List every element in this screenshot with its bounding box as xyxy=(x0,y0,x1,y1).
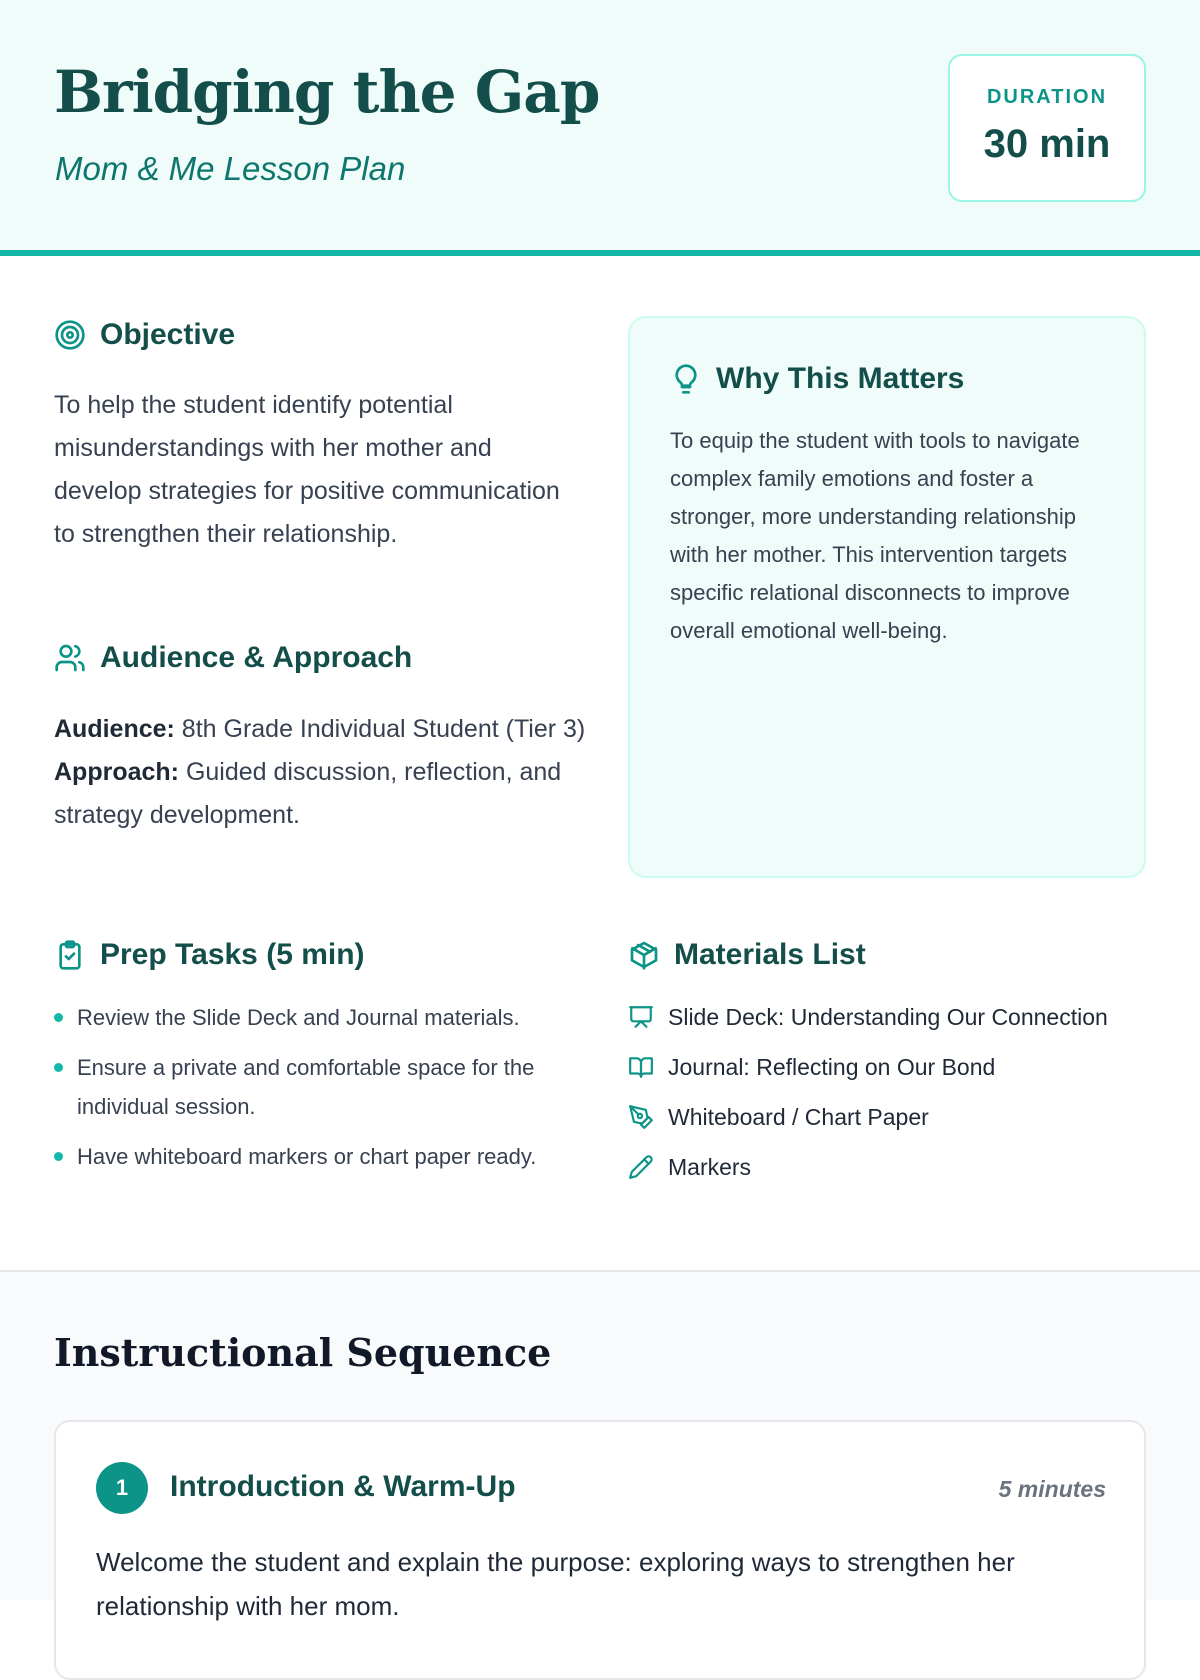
prep-title: Prep Tasks (5 min) xyxy=(100,938,365,971)
pen-tool-icon xyxy=(628,1104,654,1130)
page-subtitle: Mom & Me Lesson Plan xyxy=(55,150,406,187)
why-card xyxy=(628,316,1146,878)
objective-text: To help the student identify potential misunderstandings with her mother and develop strategies for positive communication to strengthen their relationship. xyxy=(54,391,560,548)
bullet-dot xyxy=(54,1013,63,1022)
book-open-icon xyxy=(628,1054,654,1080)
duration-label: DURATION xyxy=(986,86,1108,108)
audience-line xyxy=(54,708,594,751)
step-duration: 5 minutes xyxy=(998,1476,1106,1502)
bullet-dot xyxy=(54,1152,63,1161)
approach-line xyxy=(54,751,594,837)
materials-heading xyxy=(628,938,866,972)
audience-value: 8th Grade Individual Student (Tier 3) xyxy=(174,715,586,743)
approach-label: Approach: xyxy=(54,758,179,786)
material-label: Markers xyxy=(668,1153,752,1180)
material-item xyxy=(628,1092,1188,1142)
material-item xyxy=(628,1042,1188,1092)
presentation-icon xyxy=(628,1004,654,1030)
material-label: Whiteboard / Chart Paper xyxy=(668,1103,929,1130)
audience-heading xyxy=(54,641,412,675)
audience-label: Audience: xyxy=(54,715,175,743)
prep-item xyxy=(54,998,594,1037)
prep-item-text: Have whiteboard markers or chart paper ready. xyxy=(77,1144,537,1169)
duration-card xyxy=(948,54,1146,202)
step-description: Welcome the student and explain the purpose: exploring ways to strengthen her relationship with her mom. xyxy=(96,1547,1015,1621)
why-heading xyxy=(670,362,964,396)
pencil-icon xyxy=(628,1154,654,1180)
objective-heading xyxy=(54,318,235,352)
materials-title: Materials List xyxy=(674,938,866,971)
material-item xyxy=(628,1142,1188,1192)
material-label: Slide Deck: Understanding Our Connection xyxy=(668,1003,1108,1030)
step-title: Introduction & Warm-Up xyxy=(170,1470,516,1503)
objective-title: Objective xyxy=(100,318,236,351)
prep-item xyxy=(54,1048,594,1126)
clipboard-check-icon xyxy=(54,939,86,971)
prep-item xyxy=(54,1137,594,1176)
duration-value: 30 min xyxy=(983,122,1111,166)
audience-title: Audience & Approach xyxy=(100,641,413,674)
why-title: Why This Matters xyxy=(716,362,965,395)
instructional-sequence xyxy=(0,1270,1200,1621)
step-number-badge: 1 xyxy=(96,1462,148,1514)
approach-value: Guided discussion, reflection, and strategy development. xyxy=(54,758,562,829)
target-icon xyxy=(54,319,86,351)
prep-item-text: Review the Slide Deck and Journal materials. xyxy=(77,1005,520,1030)
prep-heading xyxy=(54,938,365,972)
bullet-dot xyxy=(54,1063,63,1072)
materials-list xyxy=(628,992,1188,1192)
prep-list xyxy=(54,998,594,1187)
page-title: Bridging the Gap xyxy=(54,58,600,126)
step-card xyxy=(54,1420,1146,1680)
why-text: To equip the student with tools to navigate complex family emotions and foster a stronger, more understanding relationship with her mother. This intervention targets specific relational disconnects to improve overall emotional well-being. xyxy=(670,428,1080,643)
material-label: Journal: Reflecting on Our Bond xyxy=(668,1053,996,1080)
users-icon xyxy=(54,642,86,674)
header xyxy=(0,0,1200,256)
package-icon xyxy=(628,939,660,971)
prep-item-text: Ensure a private and comfortable space for the individual session. xyxy=(77,1055,535,1119)
lightbulb-icon xyxy=(670,363,702,395)
sequence-title: Instructional Sequence xyxy=(54,1330,552,1375)
material-item xyxy=(628,992,1188,1042)
audience-text xyxy=(54,708,594,837)
